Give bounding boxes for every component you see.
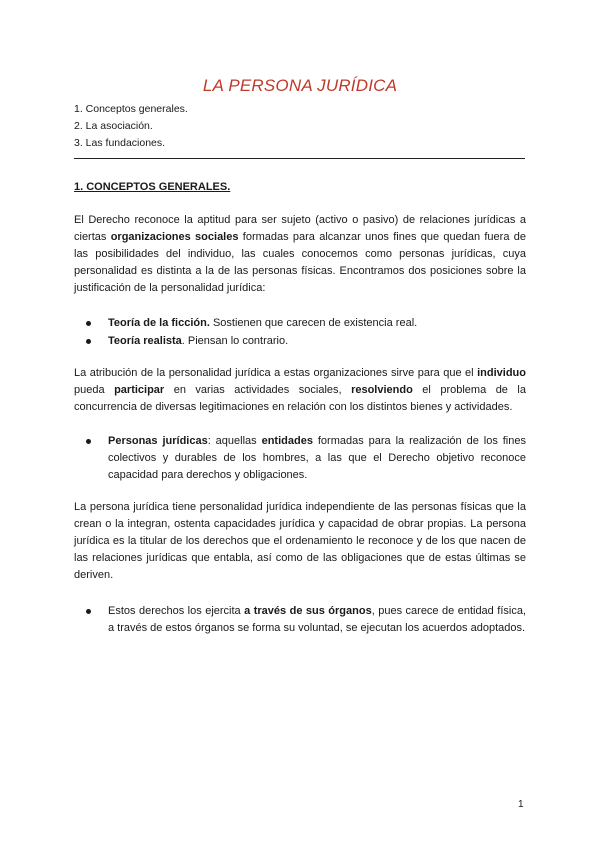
- bold-term: a través de sus órganos: [244, 605, 372, 617]
- list-item-text: formadas para la realización de los fines colectivos y durables de los hombres, a las que el Derecho objetivo reconoce capacidad para derechos y obligaciones.: [108, 435, 526, 481]
- table-of-contents: [74, 101, 188, 152]
- paragraph-text: en varias actividades sociales,: [164, 384, 352, 396]
- bold-term: participar: [114, 384, 165, 396]
- list-item-text: . Piensan lo contrario.: [181, 335, 289, 347]
- bullet-list-organs: [84, 603, 526, 637]
- list-item: [84, 333, 526, 350]
- bold-term: Teoría de la ficción.: [108, 317, 210, 329]
- bullet-list-definition: [84, 433, 526, 484]
- paragraph-text: El Derecho reconoce la aptitud para ser sujeto (activo o pasivo) de relaciones jurídicas a ciertas: [74, 214, 526, 243]
- document-title: LA PERSONA JURÍDICA: [202, 76, 398, 95]
- page-number: 1: [518, 799, 524, 810]
- bullet-icon: [86, 439, 91, 444]
- section-heading: 1. CONCEPTOS GENERALES.: [74, 181, 231, 193]
- paragraph-text: formadas para alcanzar unos fines que quedan fuera de las posibilidades del individuo, las cuales conocemos como personas jurídicas, cuya personalidad es distinta a la de las personas físicas. Encontramos dos posiciones sobre la justificación de la personalidad jurídica:: [74, 231, 526, 294]
- bullet-list-theories: [84, 315, 526, 351]
- list-item: [84, 315, 526, 332]
- bold-term: resolviendo: [351, 384, 413, 396]
- toc-item: 2. La asociación.: [74, 120, 153, 132]
- bold-term: entidades: [261, 435, 313, 447]
- paragraph-text: pueda: [74, 384, 115, 396]
- bullet-icon: [86, 339, 91, 344]
- bold-term: Personas jurídicas: [108, 435, 208, 447]
- bullet-icon: [86, 321, 91, 326]
- paragraph-personality: La persona jurídica tiene personalidad jurídica independiente de las personas físicas que la crean o la integran, ostenta capacidades jurídica y capacidad de obrar propias. La persona jurídica es la titular de los derechos que el ordenamiento le reconoce y de los que nacen de las relaciones jurídicas que entabla, así como de las obligaciones que de estas últimas se deriven.: [74, 501, 526, 581]
- toc-item: 3. Las fundaciones.: [74, 137, 166, 149]
- bold-term: Teoría realista: [108, 335, 182, 347]
- paragraph-attribution: [74, 365, 526, 416]
- bold-term: organizaciones sociales: [110, 231, 239, 243]
- list-item-text: , pues carece de entidad física, a través de estos órganos se forma su voluntad, se ejecutan los acuerdos adoptados.: [108, 605, 526, 634]
- list-item: [84, 603, 526, 637]
- list-item-text: Estos derechos los ejercita: [108, 605, 245, 617]
- list-item-text: Sostienen que carecen de existencia real.: [209, 317, 418, 329]
- bold-term: individuo: [477, 367, 526, 379]
- toc-item: 1. Conceptos generales.: [74, 103, 188, 115]
- list-item-text: : aquellas: [207, 435, 262, 447]
- horizontal-divider: [74, 158, 525, 159]
- list-item: [84, 433, 526, 484]
- paragraph-text: el problema de la concurrencia de diversas legitimaciones en relación con los distintos bienes y actividades.: [74, 384, 526, 413]
- paragraph-text: La atribución de la personalidad jurídica a estas organizaciones sirve para que el: [74, 367, 478, 379]
- paragraph-intro: [74, 212, 526, 297]
- bullet-icon: [86, 609, 91, 614]
